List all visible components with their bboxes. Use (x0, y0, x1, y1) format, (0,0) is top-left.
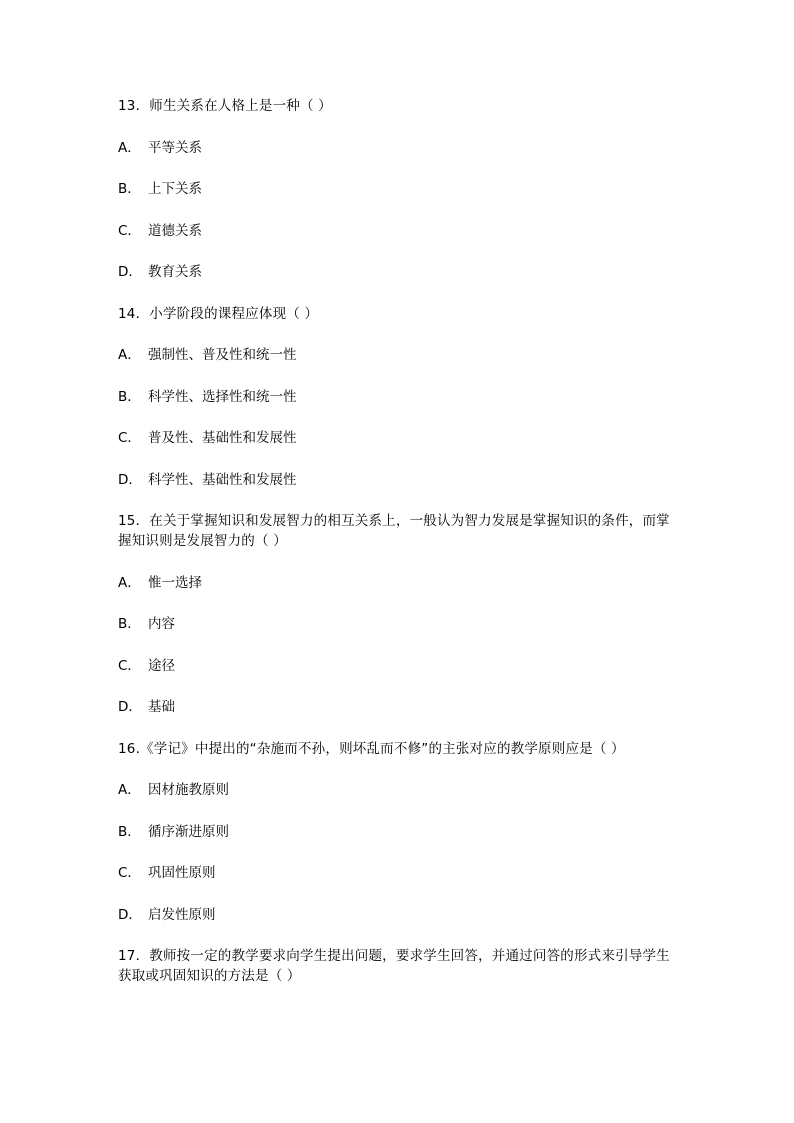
option-c (118, 863, 674, 883)
option-d (118, 697, 674, 717)
option-b (118, 179, 674, 199)
option-letter: C． (118, 657, 141, 674)
option-text: 科学性、选择性和统一性 (148, 388, 297, 405)
option-letter: D． (118, 264, 142, 280)
option-text: 启发性原则 (148, 906, 216, 923)
option-text: 巩固性原则 (148, 865, 216, 881)
option-text: 基础 (148, 699, 175, 715)
option-letter: C． (118, 865, 141, 881)
option-letter: D． (118, 471, 142, 488)
option-text: 循序渐进原则 (148, 823, 229, 840)
option-c (118, 428, 674, 448)
question-text: 15．在关于掌握知识和发展智力的相互关系上，一般认为智力发展是掌握知识的条件，而掌握知识则是发展智力的（ ） (118, 513, 670, 549)
option-a (118, 573, 674, 593)
option-b (118, 614, 674, 634)
option-a (118, 138, 674, 158)
question-list (118, 96, 674, 1008)
option-text: 内容 (148, 616, 175, 632)
option-b (118, 822, 674, 842)
option-text: 途径 (148, 657, 175, 674)
option-d (118, 905, 674, 925)
option-text: 教育关系 (148, 264, 202, 280)
option-letter: D． (118, 906, 142, 923)
option-letter: A． (118, 574, 141, 591)
option-text: 因材施教原则 (148, 782, 229, 798)
option-c (118, 221, 674, 241)
option-b (118, 387, 674, 407)
option-letter: B． (118, 823, 141, 840)
option-a (118, 345, 674, 365)
question-text: 16.《学记》中提出的“杂施而不孙，则坏乱而不修”的主张对应的教学原则应是（ ） (118, 740, 625, 757)
option-letter: A． (118, 782, 141, 798)
option-text: 上下关系 (148, 181, 202, 197)
option-letter: B． (118, 388, 141, 405)
option-letter: C． (118, 222, 141, 239)
option-text: 强制性、普及性和统一性 (148, 347, 297, 363)
question-17 (118, 946, 674, 986)
option-letter: C． (118, 430, 141, 446)
option-d (118, 262, 674, 282)
option-letter: A． (118, 347, 141, 363)
question-text: 13．师生关系在人格上是一种（ ） (118, 98, 332, 114)
question-13 (118, 96, 674, 282)
option-text: 道德关系 (148, 222, 202, 239)
option-c (118, 656, 674, 676)
option-text: 惟一选择 (148, 574, 202, 591)
option-text: 平等关系 (148, 139, 202, 156)
question-text: 14．小学阶段的课程应体现（ ） (118, 305, 319, 322)
option-letter: A． (118, 139, 141, 156)
question-14 (118, 304, 674, 490)
option-letter: B． (118, 616, 141, 632)
question-15 (118, 511, 674, 717)
option-letter: D． (118, 699, 142, 715)
option-d (118, 470, 674, 490)
question-16 (118, 739, 674, 925)
option-text: 科学性、基础性和发展性 (148, 471, 297, 488)
option-text: 普及性、基础性和发展性 (148, 430, 297, 446)
option-a (118, 780, 674, 800)
option-letter: B． (118, 181, 141, 197)
question-text: 17．教师按一定的教学要求向学生提出问题，要求学生回答，并通过问答的形式来引导学生获取或巩固知识的方法是（ ） (118, 948, 670, 984)
